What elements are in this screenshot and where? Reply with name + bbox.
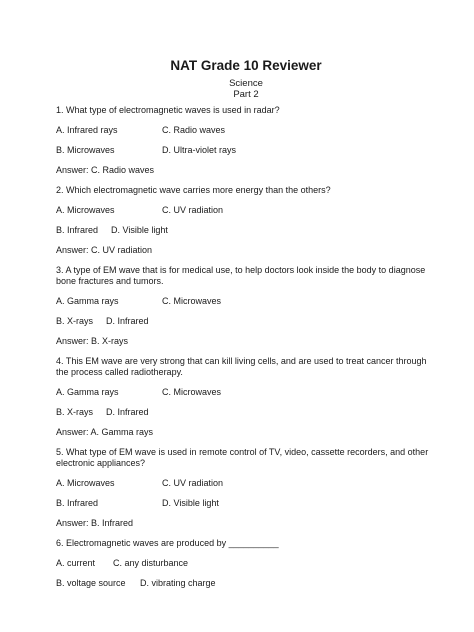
- options-row: [56, 225, 444, 236]
- option-c: C. Radio waves: [162, 125, 226, 135]
- options-row: [56, 387, 444, 398]
- question-text: 2. Which electromagnetic wave carries more energy than the others?: [56, 185, 331, 195]
- options-row: [56, 145, 444, 156]
- option-d: D. Ultra-violet rays: [162, 145, 237, 155]
- options-row: [56, 578, 444, 589]
- option-d: D. Visible light: [111, 225, 168, 235]
- option-b: B. Microwaves: [56, 145, 115, 155]
- options-row: [56, 125, 444, 136]
- question-text: 1. What type of electromagnetic waves is used in radar?: [56, 105, 280, 115]
- answer-text: Answer: A. Gamma rays: [56, 427, 154, 437]
- option-c: C. Microwaves: [162, 387, 222, 397]
- answer-text: Answer: C. Radio waves: [56, 165, 155, 175]
- option-d: D. Infrared: [106, 407, 149, 417]
- options-row: [56, 478, 444, 489]
- subject-label: Science: [229, 78, 263, 89]
- option-d: D. Visible light: [162, 498, 219, 508]
- answer-text: Answer: C. UV radiation: [56, 245, 153, 255]
- option-b: B. Infrared: [56, 498, 99, 508]
- page-title: NAT Grade 10 Reviewer: [170, 58, 322, 73]
- option-c: C. UV radiation: [162, 205, 224, 215]
- option-a: A. Microwaves: [56, 205, 115, 215]
- question-6: [56, 538, 444, 589]
- question-4: [56, 356, 444, 438]
- answer-text: Answer: B. X-rays: [56, 336, 129, 346]
- option-a: A. Gamma rays: [56, 387, 119, 397]
- question-1: [56, 105, 444, 176]
- part-label: Part 2: [233, 89, 259, 100]
- option-d: D. Infrared: [106, 316, 149, 326]
- options-row: [56, 296, 444, 307]
- option-b: B. Infrared: [56, 225, 99, 235]
- options-row: [56, 205, 444, 216]
- option-c: C. any disturbance: [113, 558, 189, 568]
- question-text: 3. A type of EM wave that is for medical use, to help doctors look inside the body to diagnose bone fractures and tumors.: [56, 265, 426, 286]
- question-2: [56, 185, 444, 256]
- options-row: [56, 316, 444, 327]
- option-c: C. Microwaves: [162, 296, 222, 306]
- question-text: 6. Electromagnetic waves are produced by __________: [56, 538, 279, 548]
- options-row: [56, 407, 444, 418]
- option-a: A. current: [56, 558, 96, 568]
- option-a: A. Microwaves: [56, 478, 115, 488]
- question-3: [56, 265, 444, 347]
- option-d: D. vibrating charge: [140, 578, 216, 588]
- option-b: B. voltage source: [56, 578, 126, 588]
- question-5: [56, 447, 444, 529]
- options-row: [56, 498, 444, 509]
- option-b: B. X-rays: [56, 316, 94, 326]
- subtitle-block: [56, 78, 444, 100]
- question-text: 5. What type of EM wave is used in remote control of TV, video, cassette recorders, and other electronic appliances?: [56, 447, 429, 468]
- option-a: A. Infrared rays: [56, 125, 118, 135]
- option-b: B. X-rays: [56, 407, 94, 417]
- option-a: A. Gamma rays: [56, 296, 119, 306]
- question-text: 4. This EM wave are very strong that can kill living cells, and are used to treat cancer through the process called radiotherapy.: [56, 356, 427, 377]
- options-row: [56, 558, 444, 569]
- option-c: C. UV radiation: [162, 478, 224, 488]
- answer-text: Answer: B. Infrared: [56, 518, 134, 528]
